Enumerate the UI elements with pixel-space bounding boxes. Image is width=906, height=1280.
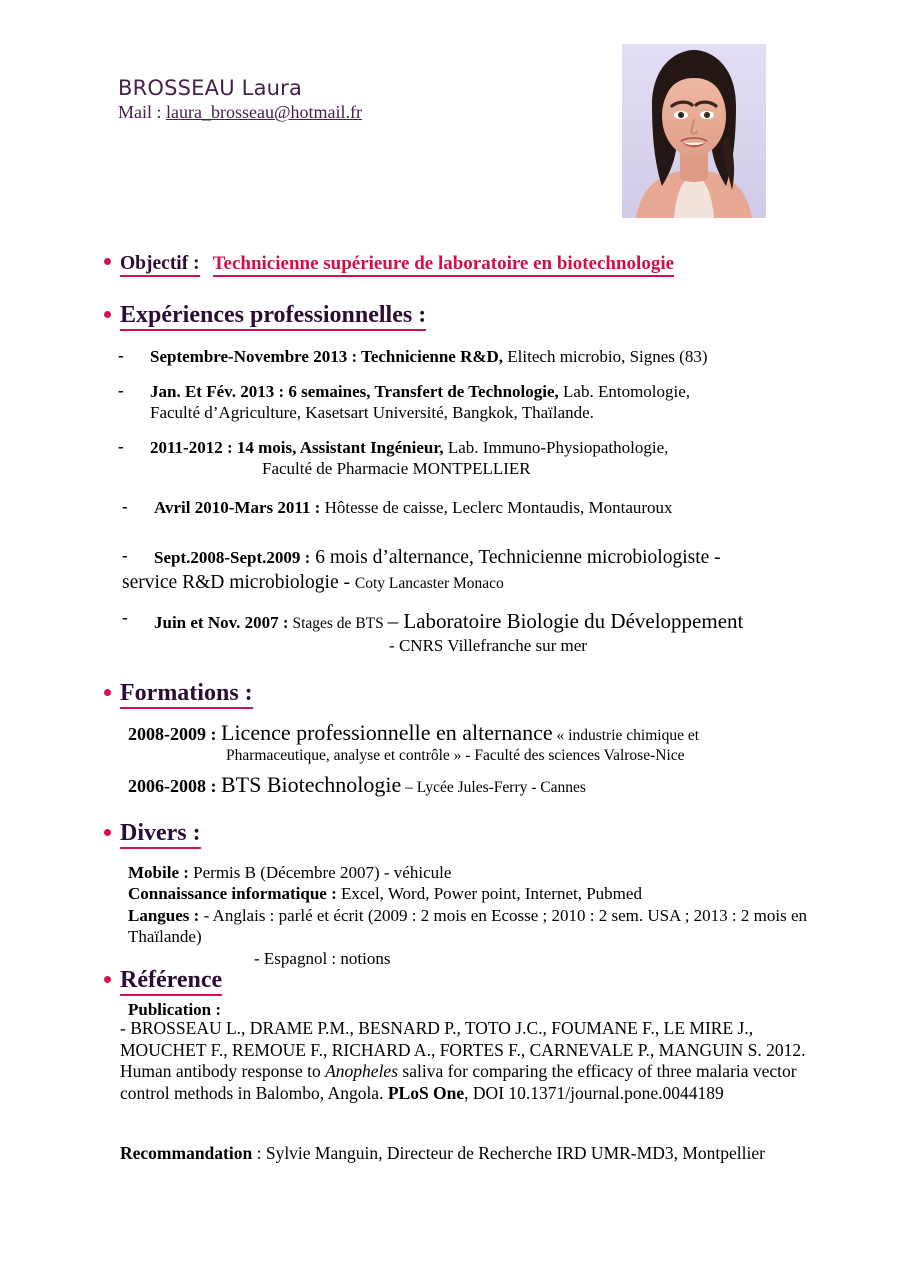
- section-objectif: [0, 254, 906, 277]
- reference-heading: Référence: [120, 968, 222, 996]
- formation-second-line: Pharmaceutique, analyse et contrôle » - Faculté des sciences Valrose-Nice: [226, 746, 685, 764]
- bullet-icon: [104, 976, 111, 983]
- entry-text: [150, 381, 858, 423]
- divers-espagnol: - Espagnol : notions: [254, 948, 391, 968]
- entry-line2: [122, 571, 862, 596]
- formation-main: BTS Biotechnologie: [221, 772, 402, 797]
- section-experiences: [0, 303, 906, 331]
- entry-line2: - CNRS Villefranche sur mer: [389, 636, 587, 656]
- experience-item: [118, 437, 858, 479]
- citation-part1: - BROSSEAU L., DRAME P.M., BESNARD P., TOTO J.C., FOUMANE F., LE MIRE J., MOUCHET F., REMOUE F., RICHARD A., FORTES F., CARNEVALE P., MANGUIN S. 2012. Human antibody response to: [120, 1018, 806, 1082]
- email-link[interactable]: laura_brosseau@hotmail.fr: [166, 102, 363, 122]
- experiences-heading-row: [0, 303, 906, 331]
- experience-item: [122, 608, 862, 657]
- section-reference: [0, 968, 906, 996]
- entry-text: [154, 497, 862, 518]
- experience-item: [122, 497, 862, 518]
- section-divers: [0, 821, 906, 849]
- entry-dash: -: [118, 437, 124, 456]
- entry-dash: -: [122, 608, 128, 627]
- citation-italic-species: Anopheles: [325, 1061, 399, 1082]
- formation-item: [128, 772, 828, 799]
- entry-rest: Elitech microbio, Signes (83): [503, 347, 708, 366]
- formation-year: 2008-2009 :: [128, 724, 221, 744]
- entry-bold: Jan. Et Fév. 2013 : 6 semaines, Transfert de Technologie,: [150, 382, 559, 401]
- entry-bold: Septembre-Novembre 2013 : Technicienne R&D,: [150, 347, 504, 366]
- recommandation-label: Recommandation: [120, 1143, 253, 1163]
- entry-bold: Avril 2010-Mars 2011 :: [154, 498, 321, 517]
- reference-heading-row: [0, 968, 906, 996]
- divers-mobile: [128, 862, 828, 883]
- entry-rest-large: – Laboratoire Biologie du Développement: [387, 609, 744, 633]
- divers-informatique: [128, 883, 828, 904]
- citation-part3: , DOI 10.1371/journal.pone.0044189: [464, 1083, 724, 1104]
- formation-main: Licence professionnelle en alternance: [221, 720, 553, 745]
- recommandation-value: : Sylvie Manguin, Directeur de Recherche IRD UMR-MD3, Montpellier: [252, 1143, 765, 1163]
- email-line: [118, 102, 362, 123]
- divers-langues-value: - Anglais : parlé et écrit (2009 : 2 mois en Ecosse ; 2010 : 2 sem. USA ; 2013 : 2 mois en Thaïlande): [128, 905, 808, 947]
- portrait-photo: [622, 44, 766, 218]
- entry-line2-main: service R&D microbiologie -: [122, 571, 355, 593]
- entry-bold: Sept.2008-Sept.2009 :: [154, 548, 311, 567]
- divers-langues-label: Langues :: [128, 905, 200, 925]
- entry-line2: Faculté d’Agriculture, Kasetsart Université, Bangkok, Thaïlande.: [150, 403, 594, 423]
- entry-rest: Lab. Immuno-Physiopathologie,: [443, 438, 669, 457]
- entry-line2: Faculté de Pharmacie MONTPELLIER: [262, 459, 531, 479]
- entry-text: [122, 546, 862, 596]
- formation-item: [128, 720, 828, 766]
- experience-item: [122, 546, 862, 596]
- entry-bold: 2011-2012 : 14 mois, Assistant Ingénieur,: [150, 438, 444, 457]
- entry-text: [154, 608, 862, 657]
- bullet-icon: [104, 258, 111, 265]
- entry-rest: Hôtesse de caisse, Leclerc Montaudis, Montauroux: [320, 498, 673, 517]
- objectif-heading-row: [0, 254, 906, 277]
- publication-citation: [120, 1018, 810, 1105]
- divers-informatique-value: Excel, Word, Power point, Internet, Pubmed: [336, 884, 642, 904]
- entry-line2-small: Coty Lancaster Monaco: [354, 574, 504, 592]
- header-identity: [118, 76, 362, 123]
- entry-dash: -: [122, 546, 128, 565]
- citation-journal: PLoS One: [387, 1083, 465, 1104]
- bullet-icon: [104, 311, 111, 318]
- citation-part2: saliva for comparing the efficacy of three malaria vector control methods in Balombo, Angola.: [120, 1061, 797, 1104]
- formations-heading: Formations :: [120, 681, 253, 709]
- email-label: Mail :: [118, 102, 162, 122]
- divers-mobile-label: Mobile :: [128, 863, 189, 882]
- entry-text: [150, 437, 858, 479]
- formation-sub: – Lycée Jules-Ferry - Cannes: [401, 779, 586, 796]
- entry-dash: -: [122, 497, 128, 516]
- formations-heading-row: [0, 681, 906, 709]
- divers-list: [128, 862, 828, 969]
- entry-dash: -: [118, 346, 124, 365]
- publication-label: Publication :: [128, 1000, 222, 1019]
- divers-informatique-label: Connaissance informatique :: [128, 884, 337, 904]
- experience-item: [118, 381, 858, 423]
- entry-rest: Lab. Entomologie,: [558, 382, 691, 401]
- divers-heading: Divers :: [120, 821, 201, 849]
- experience-item: [118, 346, 858, 367]
- entry-dash: -: [118, 381, 124, 400]
- entry-rest: 6 mois d’alternance, Technicienne microbiologiste -: [310, 547, 721, 568]
- objectif-value: Technicienne supérieure de laboratoire en biotechnologie: [213, 254, 674, 277]
- entry-text: [150, 346, 858, 367]
- formation-sub: « industrie chimique et: [552, 727, 700, 744]
- bullet-icon: [104, 689, 111, 696]
- recommandation-line: [120, 1143, 840, 1164]
- experiences-heading: Expériences professionnelles :: [120, 303, 426, 331]
- divers-heading-row: [0, 821, 906, 849]
- formation-year: 2006-2008 :: [128, 776, 221, 796]
- divers-mobile-value: Permis B (Décembre 2007) - véhicule: [188, 863, 452, 882]
- objectif-label: Objectif :: [120, 254, 200, 277]
- entry-bold: Juin et Nov. 2007 :: [154, 613, 289, 632]
- bullet-icon: [104, 829, 111, 836]
- page-title: BROSSEAU Laura: [118, 76, 303, 100]
- section-formations: [0, 681, 906, 709]
- entry-rest-small: Stages de BTS: [288, 615, 388, 632]
- divers-langues: [128, 905, 828, 948]
